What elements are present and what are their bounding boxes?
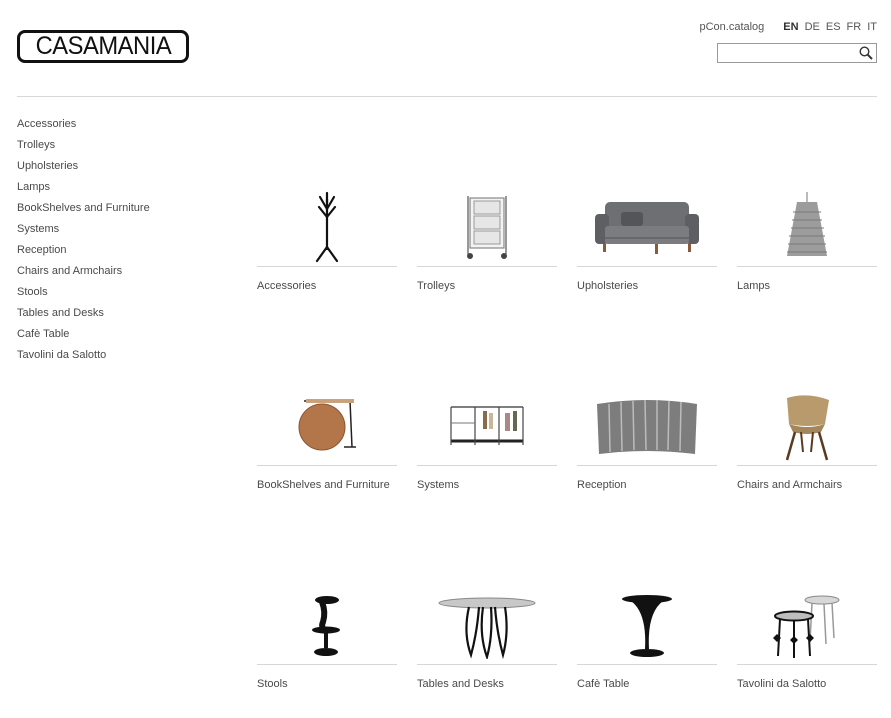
category-label: Trolleys: [417, 280, 456, 292]
category-label: Chairs and Armchairs: [737, 479, 843, 491]
category-card-systems[interactable]: [417, 386, 557, 492]
sidebar-item-systems[interactable]: Systems: [17, 223, 60, 235]
side-tables-image: [737, 585, 877, 665]
sofa-image: [577, 187, 717, 267]
category-label: Tavolini da Salotto: [737, 678, 827, 690]
round-cabinet-icon: [292, 391, 362, 461]
shelving-system-icon: [447, 401, 527, 451]
header-divider: [17, 96, 877, 97]
sidebar-item-lamps[interactable]: Lamps: [17, 181, 51, 193]
casamania-logo[interactable]: [17, 30, 189, 63]
category-card-reception[interactable]: [577, 386, 717, 492]
category-label: BookShelves and Furniture: [257, 479, 390, 491]
side-tables-icon: [772, 590, 842, 660]
search-box: [717, 43, 877, 63]
top-bar: [699, 21, 877, 33]
trolley-icon: [462, 192, 512, 262]
sidebar-item-reception[interactable]: Reception: [17, 244, 67, 256]
category-card-stools[interactable]: [257, 585, 397, 691]
category-card-trolleys[interactable]: [417, 187, 557, 293]
category-card-cafe-table[interactable]: [577, 585, 717, 691]
category-label: Tables and Desks: [417, 678, 504, 690]
table-image: [417, 585, 557, 665]
shelving-image: [417, 386, 557, 466]
category-sidebar: [17, 117, 150, 369]
category-card-upholsteries[interactable]: [577, 187, 717, 293]
trolley-image: [417, 187, 557, 267]
lang-de[interactable]: DE: [804, 21, 820, 33]
category-card-lamps[interactable]: [737, 187, 877, 293]
reception-desk-image: [577, 386, 717, 466]
category-card-chairs[interactable]: [737, 386, 877, 492]
sidebar-item-upholsteries[interactable]: Upholsteries: [17, 160, 79, 172]
coat-stand-image: [257, 187, 397, 267]
category-card-bookshelves[interactable]: [257, 386, 397, 492]
sidebar-item-tavolini[interactable]: Tavolini da Salotto: [17, 349, 107, 361]
lang-it[interactable]: IT: [867, 21, 877, 33]
category-label: Accessories: [257, 280, 317, 292]
stool-image: [257, 585, 397, 665]
stool-icon: [302, 592, 352, 658]
sidebar-item-tables[interactable]: Tables and Desks: [17, 307, 104, 319]
lang-es[interactable]: ES: [825, 21, 841, 33]
category-label: Reception: [577, 479, 627, 491]
sidebar-item-cafe-table[interactable]: Cafè Table: [17, 328, 70, 340]
sidebar-item-bookshelves[interactable]: BookShelves and Furniture: [17, 202, 150, 214]
sofa-icon: [591, 192, 703, 262]
armchair-icon: [777, 390, 837, 462]
search-input[interactable]: [718, 44, 856, 62]
category-label: Lamps: [737, 280, 771, 292]
category-label: Upholsteries: [577, 280, 639, 292]
sidebar-item-stools[interactable]: Stools: [17, 286, 48, 298]
reception-desk-icon: [591, 394, 703, 458]
hairpin-table-icon: [437, 591, 537, 659]
armchair-image: [737, 386, 877, 466]
cafe-table-image: [577, 585, 717, 665]
category-label: Stools: [257, 678, 288, 690]
sidebar-item-chairs[interactable]: Chairs and Armchairs: [17, 265, 123, 277]
search-icon[interactable]: [858, 45, 874, 61]
pedestal-table-icon: [617, 591, 677, 659]
category-label: Cafè Table: [577, 678, 630, 690]
logo-text: CASAMANIA: [35, 32, 171, 60]
pendant-lamp-icon: [767, 192, 847, 262]
lang-en[interactable]: EN: [783, 21, 799, 33]
round-cabinet-image: [257, 386, 397, 466]
coat-stand-icon: [307, 191, 347, 263]
category-card-accessories[interactable]: [257, 187, 397, 293]
category-card-tables[interactable]: [417, 585, 557, 691]
category-card-tavolini[interactable]: [737, 585, 877, 691]
lamp-image: [737, 187, 877, 267]
lang-fr[interactable]: FR: [846, 21, 862, 33]
pcon-catalog-link[interactable]: pCon.catalog: [699, 21, 765, 33]
sidebar-item-accessories[interactable]: Accessories: [17, 118, 77, 130]
category-label: Systems: [417, 479, 460, 491]
sidebar-item-trolleys[interactable]: Trolleys: [17, 139, 56, 151]
